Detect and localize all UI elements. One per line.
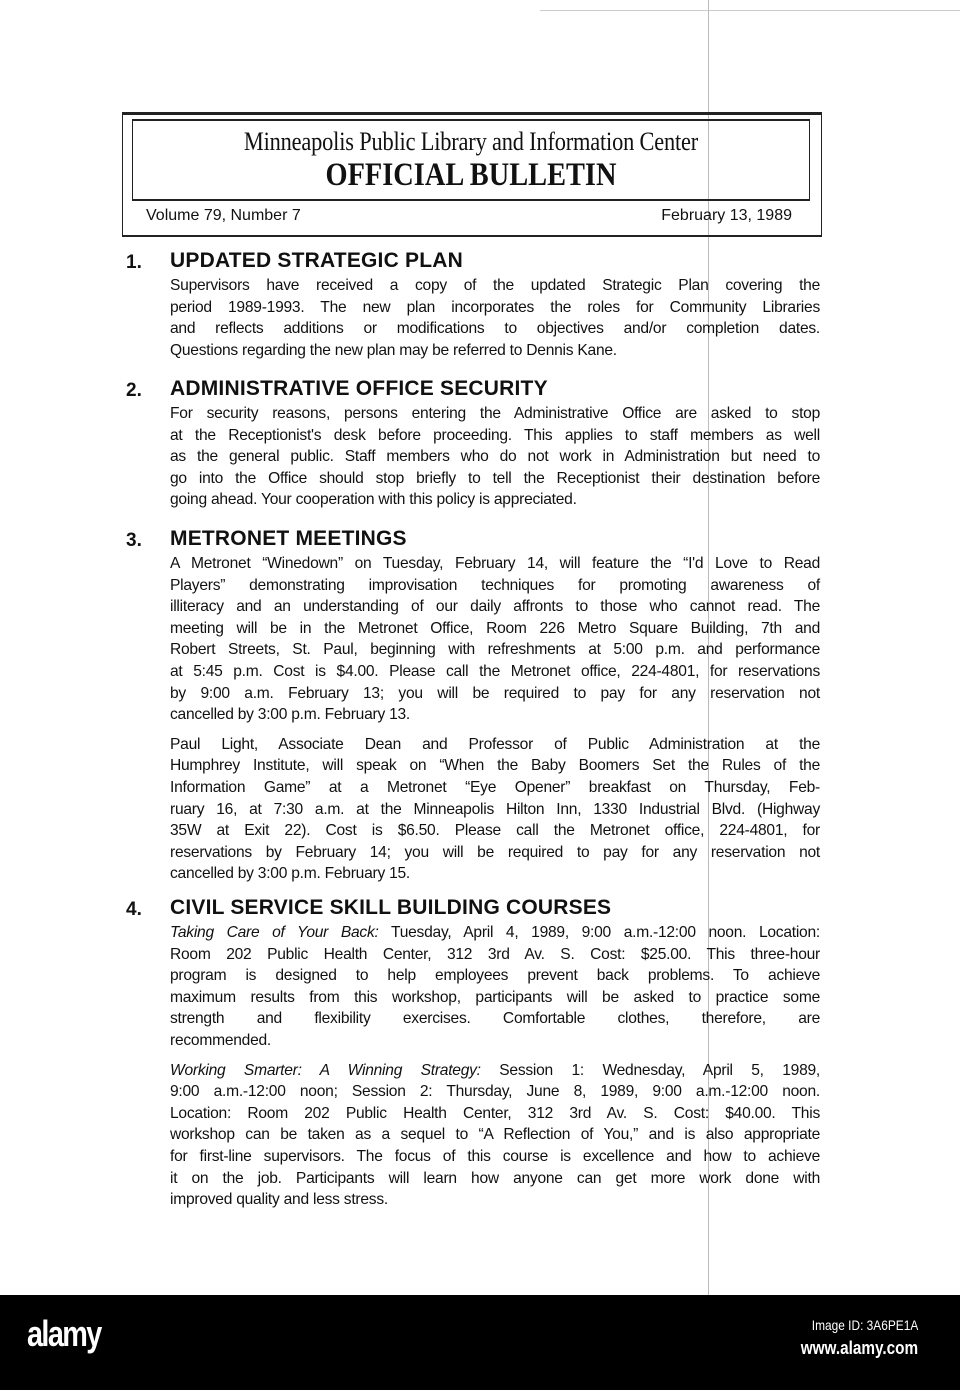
line-text: A Metronet “Winedown” on Tuesday, February 14, will feature the “I'd Love to Read [170,555,820,572]
text-line [170,275,820,297]
paragraph [170,1060,820,1211]
line-text: Session 1: Wednesday, April 5, 1989, [480,1061,821,1079]
scan-edge-line [540,10,960,11]
line-text: Room 202 Public Health Center, 312 3rd Av. S. Cost: $25.00. This three-hour [170,945,820,963]
text-line [170,340,820,362]
line-text: it on the job. Participants will learn how anyone can get more work done with [170,1169,820,1187]
volume-number: Volume 79, Number 7 [146,207,301,224]
text-line [170,965,820,987]
course-title: Taking Care of Your Back: [170,924,379,941]
section-body [170,403,820,519]
line-text: cancelled by 3:00 p.m. February 15. [170,865,411,883]
line-text: maximum results from this workshop, participants will be asked to practice some [170,988,820,1006]
text-line [170,468,820,490]
line-text: Supervisors have received a copy of the updated Strategic Plan covering the [170,277,820,294]
line-text: going ahead. Your cooperation with this policy is appreciated. [170,491,577,509]
text-line [170,596,820,618]
paragraph [170,403,820,511]
section-number: 3. [126,530,142,551]
line-text: go into the Office should stop briefly to tell the Receptionist their destination before [170,469,820,487]
text-line [170,553,820,575]
text-line [170,575,820,597]
text-line [170,820,820,842]
section-body [170,275,820,369]
paragraph [170,553,820,726]
watermark-bar [0,1295,960,1390]
section-heading: UPDATED STRATEGIC PLAN [170,249,463,272]
organization-name: Minneapolis Public Library and Information Center [243,127,699,156]
line-text: Paul Light, Associate Dean and Professor of Public Administration at the [170,735,820,753]
line-text: Robert Streets, St. Paul, beginning with refreshments at 5:00 p.m. and performance [170,641,820,659]
text-line [170,1030,820,1052]
text-line [170,297,820,319]
section-heading: METRONET MEETINGS [170,527,407,550]
line-text: program is designed to help employees prevent back problems. To achieve [170,967,820,985]
text-line [170,734,820,756]
text-line [170,425,820,447]
line-text: at the Receptionist's desk before proceeding. This applies to staff members as well [170,426,820,444]
section-body [170,553,820,893]
text-line [170,1103,820,1125]
text-line [170,1060,820,1082]
line-text: 9:00 a.m.-12:00 noon; Session 2: Thursday, June 8, 1989, 9:00 a.m.-12:00 noon. [170,1083,820,1101]
section-body [170,922,820,1219]
line-text: ruary 16, at 7:30 a.m. at the Minneapolis Hilton Inn, 1330 Industrial Blvd. (Highway [170,800,820,818]
line-text: strength and flexibility exercises. Comfortable clothes, therefore, are [170,1010,820,1028]
text-line [170,318,820,340]
text-line [170,403,820,425]
text-line [170,1146,820,1168]
line-text: as the general public. Staff members who do not work in Administration but need to [170,448,820,466]
line-text: period 1989-1993. The new plan incorporates the roles for Community Libraries [170,298,820,316]
section-number: 2. [126,380,142,401]
text-line [170,842,820,864]
line-text: at 5:45 p.m. Cost is $4.00. Please call the Metronet office, 224-4801, for reservations [170,662,820,680]
text-line [170,1124,820,1146]
bulletin-title: OFFICIAL BULLETIN [325,157,617,193]
line-text: cancelled by 3:00 p.m. February 13. [170,706,411,724]
text-line [170,1189,820,1211]
text-line [170,618,820,640]
alamy-logo: alamy [27,1313,101,1354]
course-title: Working Smarter: A Winning Strategy: [170,1061,481,1079]
line-text: 35W at Exit 22). Cost is $6.50. Please call the Metronet office, 224-4801, for [170,822,820,840]
paragraph [170,734,820,885]
line-text: illiteracy and an understanding of our daily affronts to those who cannot read. The [170,598,820,616]
text-line [170,446,820,468]
text-line [170,661,820,683]
line-text: Questions regarding the new plan may be referred to Dennis Kane. [170,341,617,359]
section-heading: ADMINISTRATIVE OFFICE SECURITY [170,377,548,400]
text-line [170,489,820,511]
paragraph [170,922,820,1052]
text-line [170,922,820,944]
paragraph [170,275,820,361]
line-text: Players” demonstrating improvisation techniques for promoting awareness of [170,576,820,594]
section-number: 1. [126,252,142,273]
text-line [170,1008,820,1030]
text-line [170,944,820,966]
line-text: Tuesday, April 4, 1989, 9:00 a.m.-12:00 noon. Location: [378,924,820,941]
masthead [132,119,810,201]
line-text: reservations by February 14; you will be required to pay for any reservation not [170,843,820,861]
issue-date: February 13, 1989 [661,207,792,224]
text-line [170,799,820,821]
text-line [170,987,820,1009]
text-line [170,1081,820,1103]
section-number: 4. [126,899,142,920]
line-text: Location: Room 202 Public Health Center, 312 3rd Av. S. Cost: $40.00. This [170,1104,820,1122]
text-line [170,863,820,885]
line-text: recommended. [170,1031,272,1049]
line-text: For security reasons, persons entering the Administrative Office are asked to stop [170,405,820,422]
text-line [170,639,820,661]
text-line [170,755,820,777]
image-id: Image ID: 3A6PE1A [811,1317,918,1333]
line-text: for first-line supervisors. The focus of this course is excellence and how to achieve [170,1147,820,1165]
section-heading: CIVIL SERVICE SKILL BUILDING COURSES [170,896,612,919]
line-text: improved quality and less stress. [170,1191,388,1209]
line-text: by 9:00 a.m. February 13; you will be required to pay for any reservation not [170,684,820,702]
line-text: meeting will be in the Metronet Office, Room 226 Metro Square Building, 7th and [170,619,820,637]
text-line [170,777,820,799]
text-line [170,1168,820,1190]
line-text: Information Game” at a Metronet “Eye Opener” breakfast on Thursday, Feb- [170,778,820,796]
line-text: workshop can be taken as a sequel to “A Reflection of You,” and is also appropriate [170,1126,820,1144]
watermark-url: www.alamy.com [800,1338,918,1358]
line-text: Humphrey Institute, will speak on “When the Baby Boomers Set the Rules of the [170,757,820,775]
text-line [170,683,820,705]
text-line [170,704,820,726]
line-text: and reflects additions or modifications to objectives and/or completion dates. [170,320,820,338]
